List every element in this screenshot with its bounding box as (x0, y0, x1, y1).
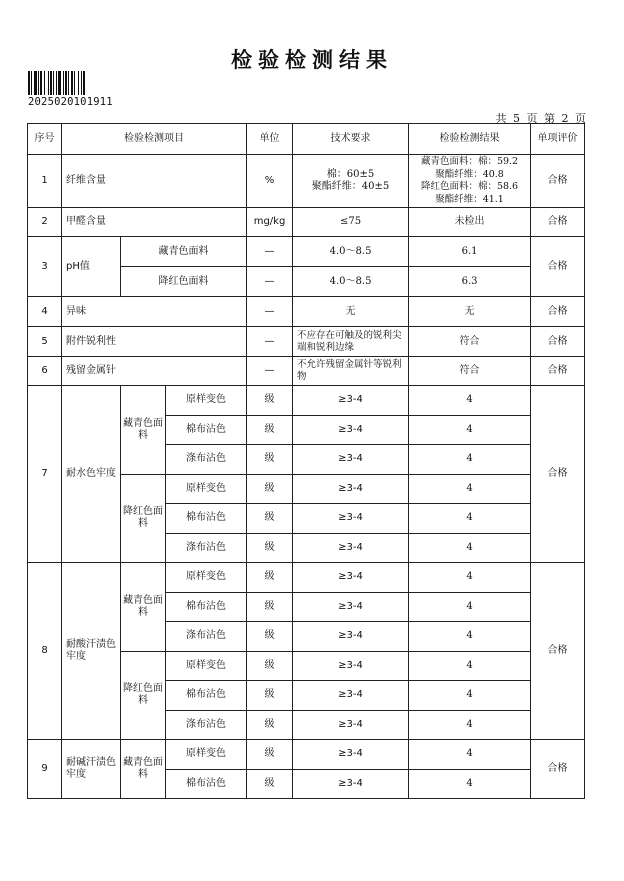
row-no: 8 (28, 563, 62, 740)
row-item: 耐碱汗渍色牢度 (62, 740, 121, 799)
table-row (28, 563, 585, 593)
row-req: ≥3-4 (293, 533, 409, 563)
row-req: ≥3-4 (293, 474, 409, 504)
row-result: 未检出 (409, 208, 531, 237)
row-unit: — (247, 237, 293, 267)
row-result: 符合 (409, 357, 531, 386)
row-test: 棉布沾色 (166, 504, 247, 534)
req-line: 聚酯纤维：40±5 (311, 181, 390, 192)
row-result: 4 (409, 504, 531, 534)
row-test: 棉布沾色 (166, 592, 247, 622)
row-result (409, 155, 531, 208)
table-row (28, 208, 585, 237)
row-req: 4.0～8.5 (293, 237, 409, 267)
row-no: 7 (28, 386, 62, 563)
row-result: 4 (409, 622, 531, 652)
row-fabric: 降红色面料 (121, 651, 166, 740)
row-no: 6 (28, 357, 62, 386)
row-test: 原样变色 (166, 740, 247, 770)
row-unit: — (247, 327, 293, 357)
row-eval: 合格 (531, 155, 585, 208)
row-unit: % (247, 155, 293, 208)
row-subitem: 降红色面料 (121, 267, 247, 297)
row-test: 棉布沾色 (166, 769, 247, 799)
row-result: 符合 (409, 327, 531, 357)
row-req: 不允许残留金属针等锐利物 (293, 357, 409, 386)
row-req: ≥3-4 (293, 651, 409, 681)
row-item: 耐水色牢度 (62, 386, 121, 563)
row-unit: — (247, 357, 293, 386)
table-row (28, 297, 585, 327)
row-unit: 级 (247, 592, 293, 622)
row-unit: 级 (247, 622, 293, 652)
row-result: 4 (409, 681, 531, 711)
row-item: 附件锐利性 (62, 327, 247, 357)
row-req: ≥3-4 (293, 504, 409, 534)
row-no: 1 (28, 155, 62, 208)
row-no: 2 (28, 208, 62, 237)
table-header (28, 124, 585, 155)
row-req: ≥3-4 (293, 592, 409, 622)
header-no: 序号 (28, 124, 62, 155)
row-unit: 级 (247, 769, 293, 799)
row-eval: 合格 (531, 740, 585, 799)
row-unit: 级 (247, 386, 293, 416)
row-unit: 级 (247, 563, 293, 593)
result-line: 聚酯纤维：41.1 (435, 193, 504, 205)
row-req: 无 (293, 297, 409, 327)
row-no: 9 (28, 740, 62, 799)
row-result: 4 (409, 592, 531, 622)
row-eval: 合格 (531, 563, 585, 740)
row-req: ≥3-4 (293, 769, 409, 799)
row-unit: 级 (247, 504, 293, 534)
row-test: 棉布沾色 (166, 681, 247, 711)
row-req: ≥3-4 (293, 710, 409, 740)
row-req: ≥3-4 (293, 386, 409, 416)
row-unit: 级 (247, 533, 293, 563)
header-item: 检验检测项目 (62, 124, 247, 155)
row-result: 4 (409, 563, 531, 593)
row-item: 异味 (62, 297, 247, 327)
row-unit: — (247, 297, 293, 327)
row-result: 4 (409, 651, 531, 681)
row-fabric: 藏青色面料 (121, 386, 166, 475)
table-row (28, 357, 585, 386)
row-test: 原样变色 (166, 386, 247, 416)
row-result: 4 (409, 386, 531, 416)
row-eval: 合格 (531, 237, 585, 297)
row-subitem: 藏青色面料 (121, 237, 247, 267)
row-eval: 合格 (531, 208, 585, 237)
row-req: 不应存在可触及的锐利尖端和锐利边缘 (293, 327, 409, 357)
row-unit: 级 (247, 681, 293, 711)
table-row (28, 327, 585, 357)
row-test: 涤布沾色 (166, 622, 247, 652)
row-unit: — (247, 267, 293, 297)
row-result: 4 (409, 474, 531, 504)
row-test: 涤布沾色 (166, 445, 247, 475)
row-req: ≥3-4 (293, 415, 409, 445)
row-fabric: 藏青色面料 (121, 563, 166, 652)
row-fabric: 降红色面料 (121, 474, 166, 563)
row-fabric: 藏青色面料 (121, 740, 166, 799)
barcode (28, 71, 120, 95)
header-eval: 单项评价 (531, 124, 585, 155)
report-code: 2025020101911 (28, 96, 113, 108)
row-unit: 级 (247, 651, 293, 681)
table-row (28, 386, 585, 416)
row-eval: 合格 (531, 357, 585, 386)
row-unit: 级 (247, 710, 293, 740)
row-item: 纤维含量 (62, 155, 247, 208)
row-no: 4 (28, 297, 62, 327)
row-req: ≥3-4 (293, 681, 409, 711)
page-title: 检验检测结果 (231, 48, 393, 72)
row-test: 涤布沾色 (166, 710, 247, 740)
row-test: 原样变色 (166, 474, 247, 504)
result-line: 降红色面料：棉：58.6 (420, 181, 519, 192)
row-unit: 级 (247, 445, 293, 475)
row-test: 涤布沾色 (166, 533, 247, 563)
row-req: ≥3-4 (293, 445, 409, 475)
header-unit: 单位 (247, 124, 293, 155)
row-eval: 合格 (531, 386, 585, 563)
row-test: 原样变色 (166, 563, 247, 593)
row-req: ≥3-4 (293, 622, 409, 652)
row-result: 4 (409, 769, 531, 799)
row-result: 4 (409, 740, 531, 770)
table-row (28, 237, 585, 267)
row-no: 3 (28, 237, 62, 297)
row-result: 4 (409, 445, 531, 475)
page-info: 共 5 页 第 2 页 (495, 112, 586, 125)
row-req: 4.0～8.5 (293, 267, 409, 297)
row-test: 原样变色 (166, 651, 247, 681)
header-result: 检验检测结果 (409, 124, 531, 155)
row-req (293, 155, 409, 208)
results-table (27, 123, 585, 799)
row-result: 4 (409, 415, 531, 445)
row-no: 5 (28, 327, 62, 357)
result-line: 聚酯纤维：40.8 (435, 168, 504, 180)
row-result: 4 (409, 710, 531, 740)
row-result: 6.3 (409, 267, 531, 297)
row-result: 6.1 (409, 237, 531, 267)
row-item: 耐酸汗渍色牢度 (62, 563, 121, 740)
row-req: ≥3-4 (293, 563, 409, 593)
table-row (28, 155, 585, 208)
header-req: 技术要求 (293, 124, 409, 155)
row-req: ≤75 (293, 208, 409, 237)
row-item: pH值 (62, 237, 121, 297)
table-row (28, 740, 585, 770)
req-line: 棉：60±5 (326, 168, 375, 180)
row-eval: 合格 (531, 327, 585, 357)
row-eval: 合格 (531, 297, 585, 327)
row-unit: 级 (247, 415, 293, 445)
row-result: 无 (409, 297, 531, 327)
row-item: 甲醛含量 (62, 208, 247, 237)
row-result: 4 (409, 533, 531, 563)
row-req: ≥3-4 (293, 740, 409, 770)
row-unit: 级 (247, 740, 293, 770)
row-unit: mg/kg (247, 208, 293, 237)
row-test: 棉布沾色 (166, 415, 247, 445)
row-item: 残留金属针 (62, 357, 247, 386)
row-unit: 级 (247, 474, 293, 504)
result-line: 藏青色面料：棉：59.2 (420, 156, 519, 167)
